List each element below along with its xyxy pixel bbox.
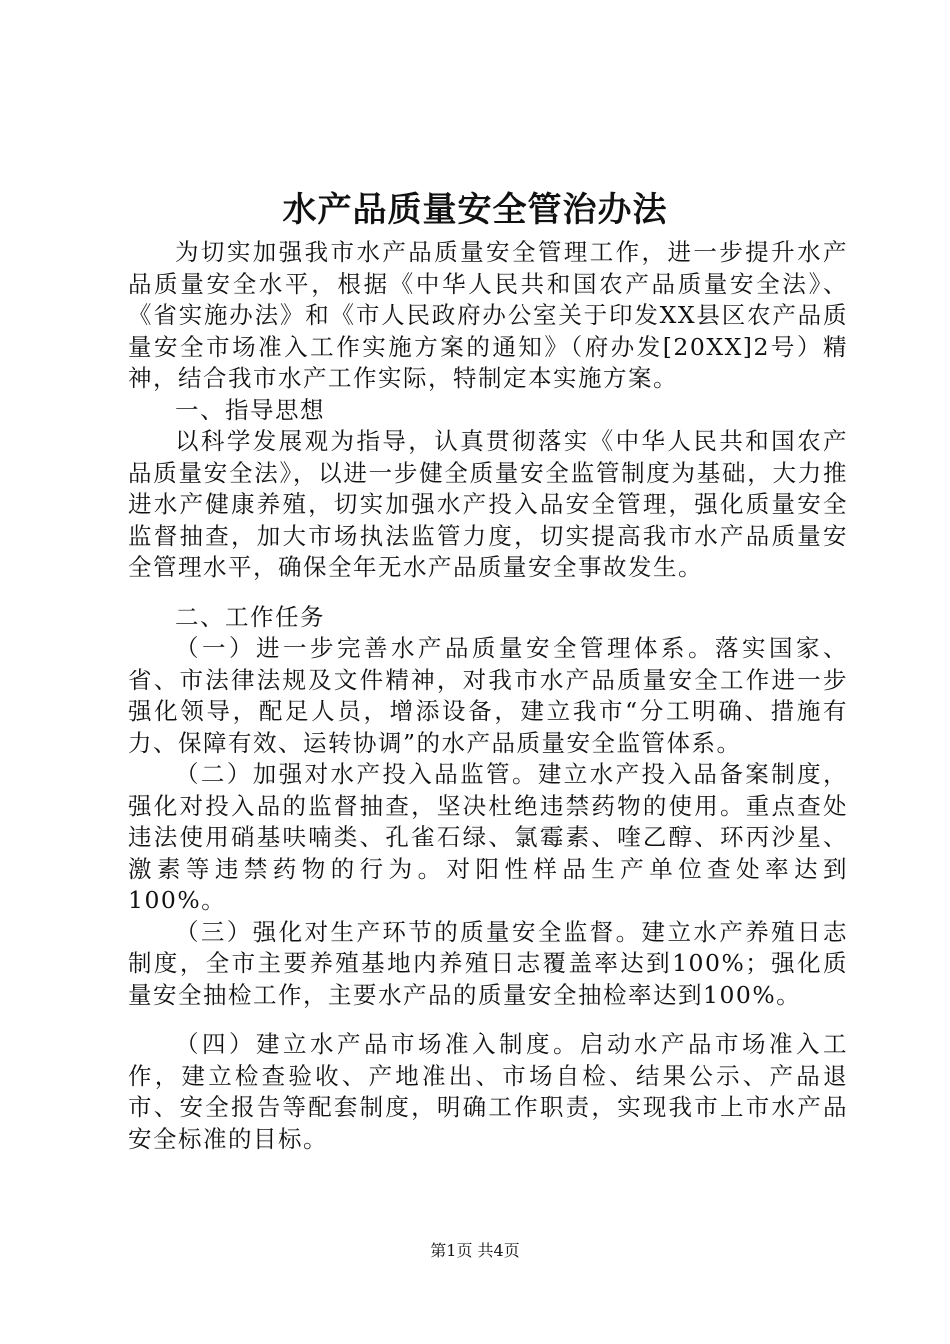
section-heading-guiding-ideology: 一、指导思想 <box>175 395 325 424</box>
guiding-ideology-paragraph: 以科学发展观为指导，认真贯彻落实《中华人民共和国农产品质量安全法》，以进一步健全质量安全监管制度为基础，大力推进水产健康养殖，切实加强水产投入品安全管理，强化质量安全监督抽查，加大市场执法监管力度，切实提高我市水产品质量安全管理水平，确保全年无水产品质量安全事故发生。 <box>128 427 848 581</box>
task-paragraph-1: （一）进一步完善水产品质量安全管理体系。落实国家、省、市法律法规及文件精神，对我市水产品质量安全工作进一步强化领导，配足人员，增添设备，建立我市“分工明确、措施有力、保障有效、运转协调”的水产品质量安全监管体系。 <box>128 634 848 757</box>
document-title: 水产品质量安全管治办法 <box>282 190 668 230</box>
document-body <box>128 237 848 1155</box>
intro-paragraph: 为切实加强我市水产品质量安全管理工作，进一步提升水产品质量安全水平，根据《中华人民共和国农产品质量安全法》、《省实施办法》和《市人民政府办公室关于印发XX县区农产品质量安全市场准入工作实施方案的通知》（府办发[20XX]2号）精神，结合我市水产工作实际，特制定本实施方案。 <box>128 238 848 392</box>
section-heading-work-tasks: 二、工作任务 <box>175 602 325 631</box>
task-paragraph-2: （二）加强对水产投入品监管。建立水产投入品备案制度，强化对投入品的监督抽查，坚决杜绝违禁药物的使用。重点查处违法使用硝基呋喃类、孔雀石绿、氯霉素、喹乙醇、环丙沙星、激素等违禁药物的行为。对阳性样品生产单位查处率达到100%。 <box>128 760 848 914</box>
page-number-footer: 第1页 共4页 <box>430 1241 520 1260</box>
task-paragraph-4: （四）建立水产品市场准入制度。启动水产品市场准入工作，建立检查验收、产地准出、市场自检、结果公示、产品退市、安全报告等配套制度，明确工作职责，实现我市上市水产品安全标准的目标。 <box>128 1030 848 1153</box>
task-paragraph-3: （三）强化对生产环节的质量安全监督。建立水产养殖日志制度，全市主要养殖基地内养殖日志覆盖率达到100%；强化质量安全抽检工作，主要水产品的质量安全抽检率达到100%。 <box>128 917 848 1009</box>
